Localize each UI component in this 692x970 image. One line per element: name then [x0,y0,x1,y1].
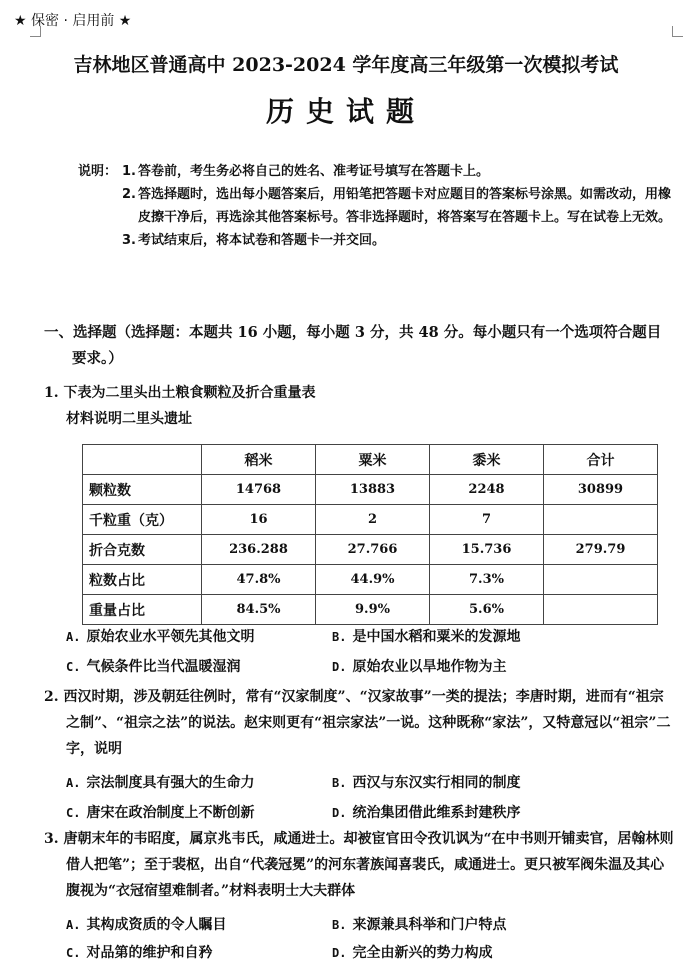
option-text: 来源兼具科举和门户特点 [352,917,507,933]
option-text: 对品第的维护和自矜 [86,945,213,961]
table-header-row [83,445,658,475]
option-text: 是中国水稻和粟米的发源地 [352,629,521,645]
option-c[interactable] [66,800,254,826]
option-b[interactable] [332,624,520,650]
option-a[interactable] [66,624,254,650]
row-label: 折合克数 [83,535,202,565]
option-text: 唐宋在政治制度上不断创新 [86,805,255,821]
option-text: 西汉与东汉实行相同的制度 [352,775,521,791]
option-d[interactable] [332,654,506,680]
question-3-stem: 3. 唐朝末年的韦昭度，属京兆韦氏，咸通进士。却被宦官田令孜讥讽为“在中书则开铺卖官，居翰林则借人把笔”；至于裴枢，出自“代袭冠冕”的河东著族闻喜裴氏，咸通进士。更只被军阀朱温及其心腹视为“衣冠宿望难制者。”材料表明士大夫群体 [44,831,674,899]
table-cell: 30899 [544,475,658,505]
option-d[interactable] [332,940,492,966]
table-header-cell: 黍米 [430,445,544,475]
option-text: 原始农业以旱地作物为主 [352,659,507,675]
table-row [83,475,658,505]
table-cell: 7 [430,505,544,535]
row-label: 颗粒数 [83,475,202,505]
instruction-item [78,160,678,183]
table-cell: 7.3% [430,565,544,595]
confidential-mark: ★ 保密 · 启用前 ★ [14,13,132,29]
row-label: 粒数占比 [83,565,202,595]
question-2 [44,684,676,762]
table-cell: 279.79 [544,535,658,565]
instructions-lead: 说明： [78,164,118,179]
question-1 [44,380,676,432]
option-text: 原始农业水平领先其他文明 [86,629,255,645]
option-letter: B. [332,918,347,932]
option-letter: A. [66,918,81,932]
option-text: 完全由新兴的势力构成 [352,945,493,961]
option-letter: B. [332,630,347,644]
instruction-text: 答选择题时，选出每小题答案后，用铅笔把答题卡对应题目的答案标号涂黑。如需改动，用橡皮擦干净后，再选涂其他答案标号。答非选择题时，将答案写在答题卡上。写在试卷上无效。 [138,187,672,225]
table-row [83,595,658,625]
table-cell: 14768 [202,475,316,505]
table-cell: 5.6% [430,595,544,625]
table-cell: 2248 [430,475,544,505]
instruction-text: 考试结束后，将本试卷和答题卡一并交回。 [138,233,386,248]
option-letter: D. [332,946,347,960]
table-header-cell: 稻米 [202,445,316,475]
option-d[interactable] [332,800,520,826]
instruction-item [78,229,678,252]
table-cell [544,505,658,535]
grain-table [82,444,658,625]
question-1-material: 材料说明二里头遗址 [66,411,192,427]
option-text: 其构成资质的令人瞩目 [86,917,227,933]
option-letter: A. [66,776,81,790]
instructions [78,160,678,252]
table-header-cell: 粟米 [316,445,430,475]
option-b[interactable] [332,770,520,796]
option-letter: C. [66,806,81,820]
table-cell: 9.9% [316,595,430,625]
crop-mark-right [672,26,683,37]
exam-title: 吉林地区普通高中 2023-2024 学年度高三年级第一次模拟考试 [73,54,619,76]
option-letter: A. [66,630,81,644]
table-row [83,505,658,535]
subject-title: 历史试题 [265,95,426,128]
option-letter: B. [332,776,347,790]
table-cell [83,445,202,475]
option-letter: C. [66,660,81,674]
table-cell: 236.288 [202,535,316,565]
option-b[interactable] [332,912,506,938]
instruction-number: 3. [122,233,136,248]
table-cell [544,565,658,595]
option-letter: D. [332,660,347,674]
row-label: 千粒重（克） [83,505,202,535]
option-c[interactable] [66,654,240,680]
option-c[interactable] [66,940,212,966]
section-heading-text: 一、选择题（选择题：本题共 16 小题，每小题 3 分，共 48 分。每小题只有一个选项符合题目要求。） [44,324,662,367]
table-cell: 84.5% [202,595,316,625]
section-heading [44,320,674,372]
table-cell: 2 [316,505,430,535]
option-text: 统治集团借此维系封建秩序 [352,805,521,821]
instruction-text: 答卷前，考生务必将自己的姓名、准考证号填写在答题卡上。 [138,164,490,179]
instruction-number: 1. [122,164,136,179]
option-text: 气候条件比当代温暖湿润 [86,659,241,675]
option-letter: C. [66,946,81,960]
option-text: 宗法制度具有强大的生命力 [86,775,255,791]
table-cell [544,595,658,625]
table-cell: 47.8% [202,565,316,595]
instruction-item [78,183,678,229]
table-row [83,565,658,595]
option-letter: D. [332,806,347,820]
instruction-number: 2. [122,187,136,202]
table-cell: 15.736 [430,535,544,565]
question-2-stem: 2. 西汉时期，涉及朝廷往例时，常有“汉家制度”、“汉家故事”一类的提法；李唐时期，进而有“祖宗之制”、“祖宗之法”的说法。赵宋则更有“祖宗家法”一说。这种既称“家法”，又特意冠以“祖宗”二字，说明 [44,689,671,757]
option-a[interactable] [66,912,226,938]
question-1-stem: 1. 下表为二里头出土粮食颗粒及折合重量表 [44,385,316,401]
table-row [83,535,658,565]
table-cell: 13883 [316,475,430,505]
table-cell: 44.9% [316,565,430,595]
crop-mark-left [30,26,41,37]
table-header-cell: 合计 [544,445,658,475]
row-label: 重量占比 [83,595,202,625]
question-3 [44,826,676,904]
option-a[interactable] [66,770,254,796]
table-cell: 16 [202,505,316,535]
table-cell: 27.766 [316,535,430,565]
